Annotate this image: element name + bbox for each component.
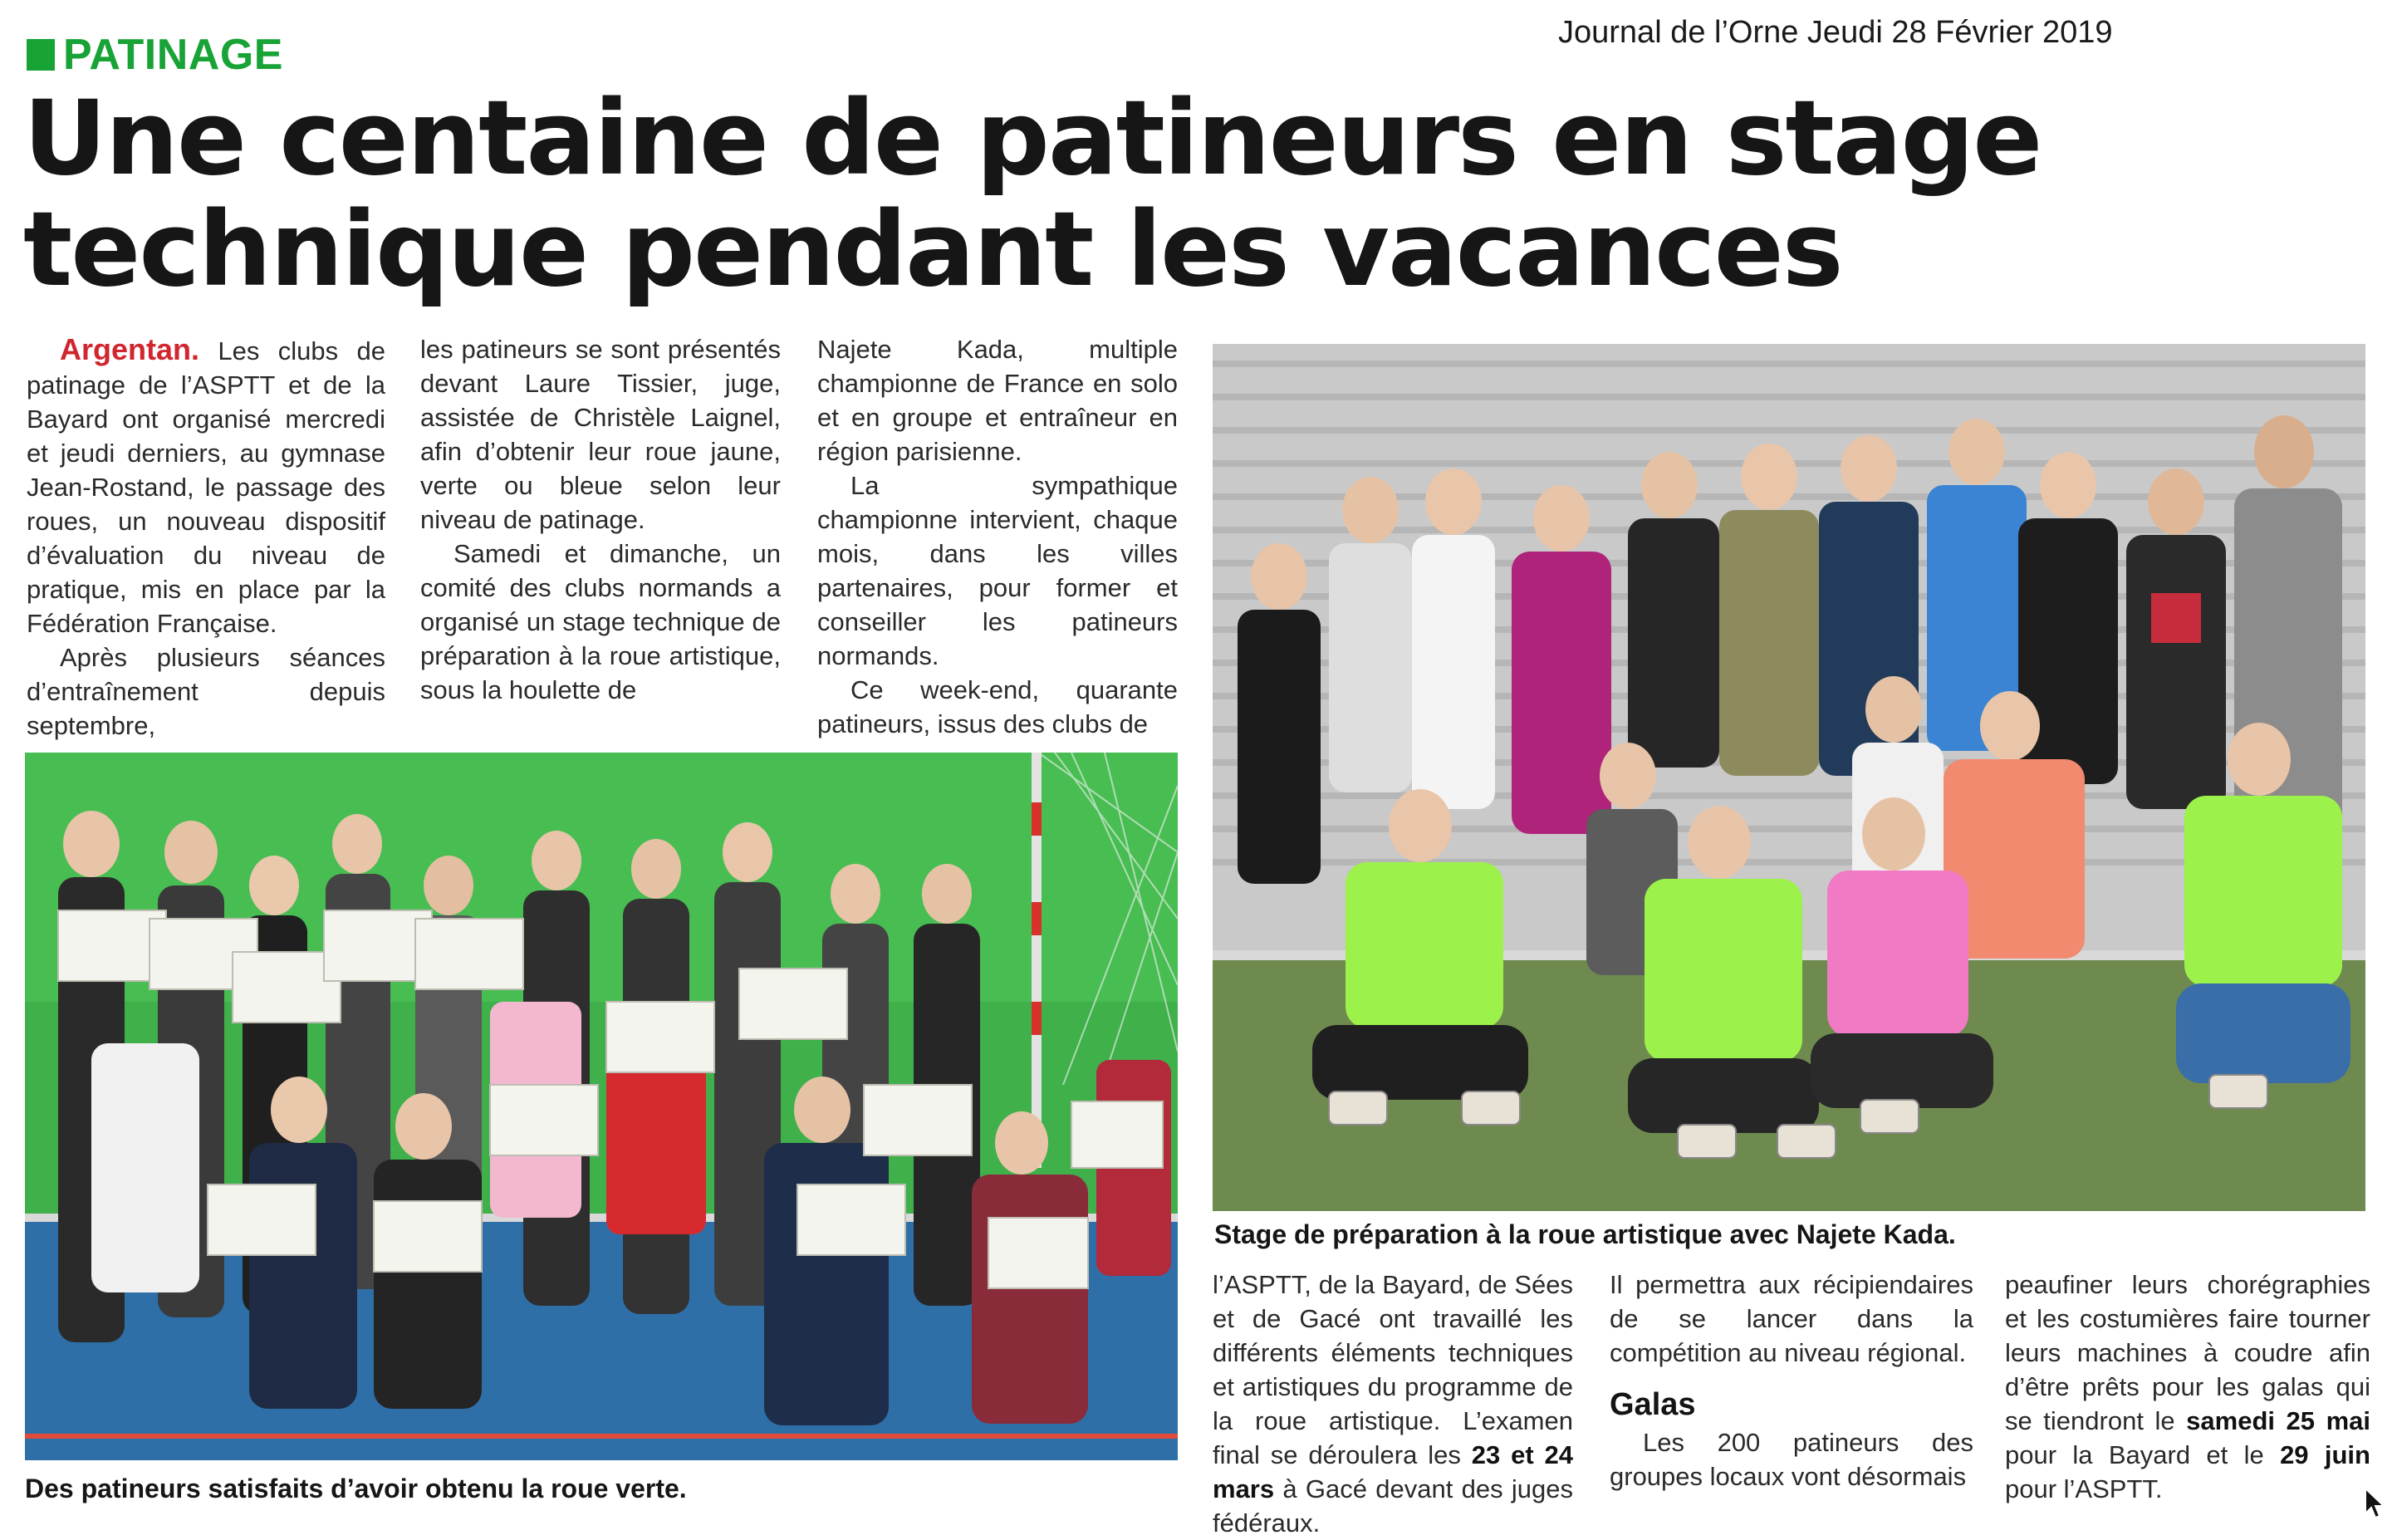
certificates-photo-illustration xyxy=(25,753,1178,1460)
newspaper-dateline: Journal de l’Orne Jeudi 28 Février 2019 xyxy=(1558,15,2113,50)
paragraph: les patineurs se sont présentés devant Laure Tissier, juge, assistée de Christèle Laignel, afin d’obtenir leur roue jaune, verte ou bleue selon leur niveau de patinage. xyxy=(420,335,781,534)
article-column-2 xyxy=(420,332,781,707)
paragraph: Argentan. Les clubs de patinage de l’ASPTT et de la Bayard ont organisé mercredi et jeudi derniers, au gymnase Jean-Rostand, le passage des roues, un nouveau dispositif d’évaluation du niveau de pratique, mis en place par la Fédération Française. xyxy=(27,332,385,638)
group-photo-illustration xyxy=(1213,344,2365,1211)
city-lead: Argentan. xyxy=(60,332,200,366)
article-column-6 xyxy=(2005,1268,2370,1506)
paragraph: Samedi et dimanche, un comité des clubs normands a organisé un stage technique de préparation à la roue artistique, sous la houlette de xyxy=(420,539,781,704)
section-square-icon xyxy=(27,39,55,71)
paragraph: peaufiner leurs chorégraphies et les costumières faire tourner leurs machines à coudre afin d’être prêts pour les galas qui se tiendront le samedi 25 mai pour la Bayard et le 29 juin pour l’ASPTT. xyxy=(2005,1270,2370,1503)
photo-group xyxy=(1213,344,2365,1211)
paragraph: Il permettra aux récipiendaires de se lancer dans la compétition au niveau régional. xyxy=(1610,1270,1973,1367)
article-column-4 xyxy=(1213,1268,1573,1540)
article-column-3 xyxy=(817,332,1178,741)
cursor-arrow-icon xyxy=(2364,1487,2389,1524)
paragraph: Ce week-end, quarante patineurs, issus des clubs de xyxy=(817,675,1178,738)
subheading-galas: Galas xyxy=(1610,1387,1696,1422)
paragraph: Les 200 patineurs des groupes locaux vont désormais xyxy=(1610,1428,1973,1491)
article-column-1 xyxy=(27,332,385,743)
paragraph: l’ASPTT, de la Bayard, de Sées et de Gacé ont travaillé les différents éléments techniques et artistiques du programme de la roue artistique. L’examen final se déroulera les 23 et 24 mars à Gacé devant des juges fédéraux. xyxy=(1213,1270,1573,1538)
section-label: PATINAGE xyxy=(63,31,283,79)
gala-date-bayard: samedi 25 mai xyxy=(2186,1406,2370,1435)
exam-dates: 23 et 24 mars xyxy=(1213,1440,1573,1503)
article-headline: Une centaine de patineurs en stage technique pendant les vacances xyxy=(23,79,2042,310)
caption-certificates: Des patineurs satisfaits d’avoir obtenu la roue verte. xyxy=(25,1474,687,1503)
section-rubric xyxy=(27,30,283,80)
paragraph: Après plusieurs séances d’entraînement depuis septembre, xyxy=(27,643,385,740)
paragraph: La sympathique championne intervient, chaque mois, dans les villes partenaires, pour former et conseiller les patineurs normands. xyxy=(817,471,1178,670)
paragraph: Najete Kada, multiple championne de France en solo et en groupe et entraîneur en région parisienne. xyxy=(817,335,1178,466)
gala-date-asptt: 29 juin xyxy=(2280,1440,2370,1469)
caption-group: Stage de préparation à la roue artistique avec Najete Kada. xyxy=(1214,1219,1956,1249)
article-column-5 xyxy=(1610,1268,1973,1493)
photo-certificates xyxy=(25,753,1178,1460)
